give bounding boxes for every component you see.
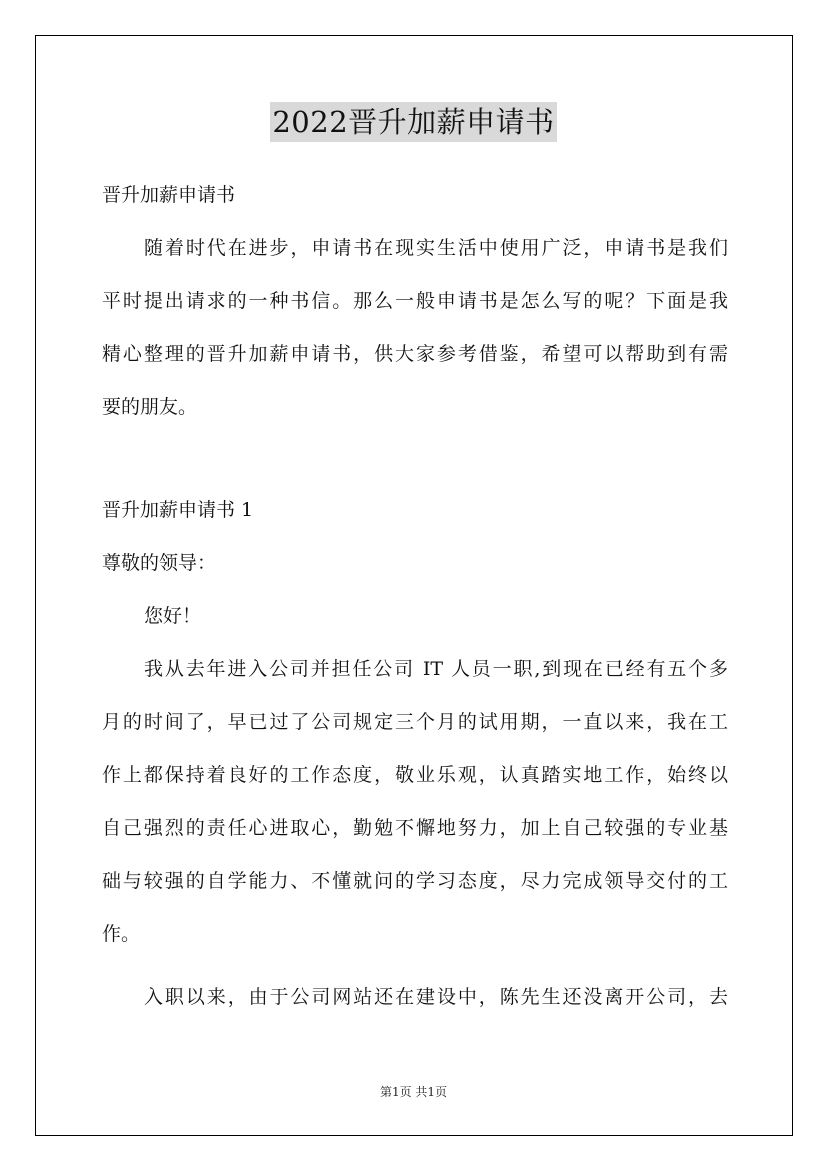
document-title: 2022晋升加薪申请书 (270, 102, 556, 142)
document-subtitle: 晋升加薪申请书 (102, 184, 236, 206)
salutation: 尊敬的领导： (102, 552, 217, 574)
body-line-4: 自己强烈的责任心进取心，勤勉不懈地努力，加上自己较强的专业基 (102, 817, 728, 839)
intro-line-1: 随着时代在进步，申请书在现实生活中使用广泛，申请书是我们 (144, 237, 728, 259)
section-title: 晋升加薪申请书 1 (102, 499, 254, 521)
intro-line-2: 平时提出请求的一种书信。那么一般申请书是怎么写的呢？下面是我 (102, 290, 728, 312)
page-indicator: 第1页 共1页 (379, 1085, 448, 1099)
intro-line-4: 要的朋友。 (102, 396, 198, 418)
body-line-5: 础与较强的自学能力、不懂就问的学习态度，尽力完成领导交付的工 (102, 870, 728, 892)
document-body (102, 176, 728, 1016)
body-line-2: 月的时间了，早已过了公司规定三个月的试用期，一直以来，我在工 (102, 711, 728, 733)
body-line-3: 作上都保持着良好的工作态度，敬业乐观，认真踏实地工作，始终以 (102, 764, 728, 786)
body-line-6: 作。 (102, 923, 141, 945)
body-line-7: 入职以来，由于公司网站还在建设中，陈先生还没离开公司，去 (144, 986, 728, 1008)
page-footer (0, 1083, 827, 1101)
body-line-1: 我从去年进入公司并担任公司 IT 人员一职,到现在已经有五个多 (144, 658, 728, 680)
greeting: 您好！ (144, 605, 202, 627)
title-container (0, 102, 827, 142)
intro-line-3: 精心整理的晋升加薪申请书，供大家参考借鉴，希望可以帮助到有需 (102, 343, 728, 365)
